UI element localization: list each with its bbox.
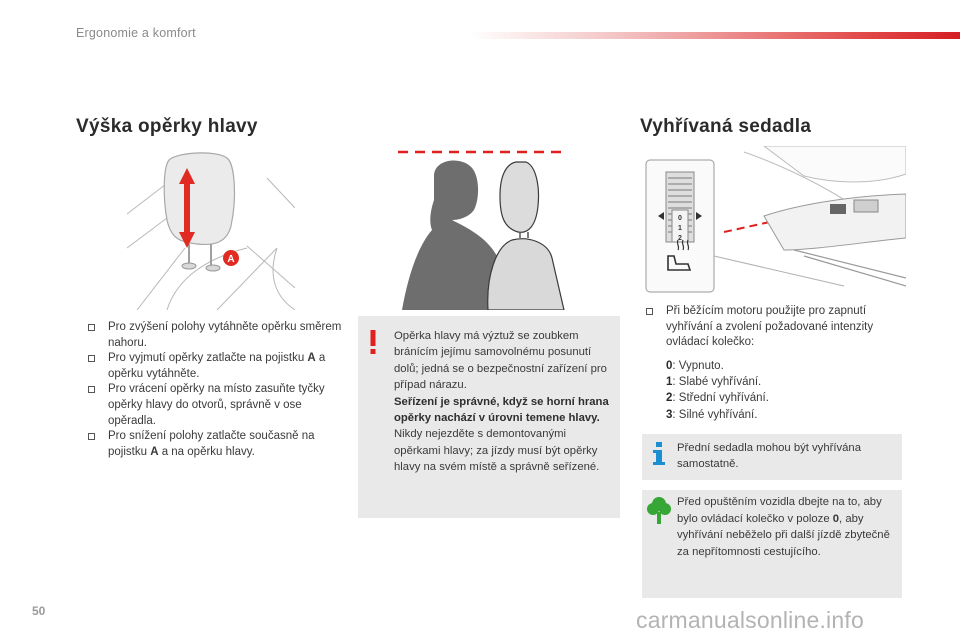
heating-levels bbox=[666, 358, 769, 423]
page-number: 50 bbox=[32, 604, 46, 618]
bullet-bold-a: A bbox=[307, 352, 316, 365]
level-label: : Silné vyhřívání. bbox=[672, 408, 758, 421]
level-item bbox=[666, 407, 769, 423]
bullet-text: a na opěrku hlavy. bbox=[158, 445, 255, 458]
level-num: 1 bbox=[666, 376, 673, 389]
headrest-instructions-list bbox=[86, 320, 346, 460]
watermark: carmanualsonline.info bbox=[636, 607, 864, 633]
level-item bbox=[666, 374, 769, 390]
headrest-position-illustration bbox=[388, 146, 568, 310]
checkbox-bullet-icon bbox=[646, 308, 653, 315]
warning-text-2: Nikdy nejezděte s demontovanými opěrkami hlavy; za jízdy musí být opěrky hlavy na svém místě a správně seřízené. bbox=[394, 428, 600, 474]
eco-text-pre: Před opuštěním vozidla dbejte na to, aby bylo ovládací kolečko v poloze bbox=[677, 496, 882, 525]
bullet-text: Pro vrácení opěrky na místo zasuňte tyčky opěrky hlavy do otvorů, správně v ose opěradla. bbox=[108, 383, 325, 427]
info-icon bbox=[652, 442, 666, 466]
headrest-adjust-illustration bbox=[127, 148, 295, 310]
bullet-text: Při běžícím motoru použijte pro zapnutí vyhřívání a zvolení požadované intenzity ovládací kolečko: bbox=[666, 305, 874, 349]
eco-text bbox=[677, 494, 899, 560]
checkbox-bullet-icon bbox=[88, 386, 95, 393]
warning-text bbox=[394, 328, 614, 476]
level-label: : Střední vyhřívání. bbox=[672, 392, 769, 405]
list-item bbox=[86, 429, 346, 460]
warning-text-1: Opěrka hlavy má výztuž se zoubkem bránícím jejímu samovolnému posunutí dolů; jedná se o bezpečnostní zařízení pro případ nárazu. bbox=[394, 330, 607, 392]
level-item bbox=[666, 390, 769, 406]
dial-label-2: 2 bbox=[678, 235, 682, 242]
checkbox-bullet-icon bbox=[88, 433, 95, 440]
level-label: : Vypnuto. bbox=[672, 360, 724, 372]
dial-label-1: 1 bbox=[678, 225, 682, 232]
level-num: 0 bbox=[666, 360, 673, 372]
list-item bbox=[644, 304, 902, 351]
bullet-bold-a: A bbox=[150, 445, 159, 458]
headrest-height-title: Výška opěrky hlavy bbox=[76, 116, 258, 137]
section-header: Ergonomie a komfort bbox=[76, 26, 196, 40]
tree-eco-icon bbox=[647, 496, 671, 524]
header-accent-bar bbox=[470, 32, 960, 39]
info-text: Přední sedadla mohou být vyhřívána samostatně. bbox=[677, 442, 861, 471]
warning-text-bold: Seřízení je správné, když se horní hrana opěrky nachází v úrovni temene hlavy. bbox=[394, 395, 609, 425]
eco-text-num: 0 bbox=[832, 512, 840, 525]
heated-seats-title: Vyhřívaná sedadla bbox=[640, 116, 812, 137]
level-item bbox=[666, 358, 769, 374]
bullet-text: Pro zvýšení polohy vytáhněte opěrku směrem nahoru. bbox=[108, 321, 342, 349]
eco-text-post: , aby vyhřívání neběželo při další jízdě zbytečně za nepřítomnosti cestujícího. bbox=[677, 512, 890, 558]
heating-instructions-list bbox=[644, 304, 902, 351]
bullet-text: Pro snížení polohy zatlačte současně na pojistku bbox=[108, 430, 315, 458]
list-item bbox=[86, 382, 346, 429]
seat-heating-illustration bbox=[644, 146, 906, 296]
level-label: : Slabé vyhřívání. bbox=[672, 376, 762, 389]
list-item bbox=[86, 320, 346, 351]
dial-label-0: 0 bbox=[678, 215, 682, 222]
warning-exclamation-icon bbox=[369, 330, 377, 354]
bullet-text: a opěrku vytáhněte. bbox=[108, 352, 326, 380]
checkbox-bullet-icon bbox=[88, 324, 95, 331]
level-num: 2 bbox=[666, 392, 673, 405]
level-num: 3 bbox=[666, 408, 673, 421]
bullet-text: Pro vyjmutí opěrky zatlačte na pojistku bbox=[108, 352, 308, 365]
callout-a-label: A bbox=[227, 254, 235, 265]
checkbox-bullet-icon bbox=[88, 355, 95, 362]
list-item bbox=[86, 351, 346, 382]
